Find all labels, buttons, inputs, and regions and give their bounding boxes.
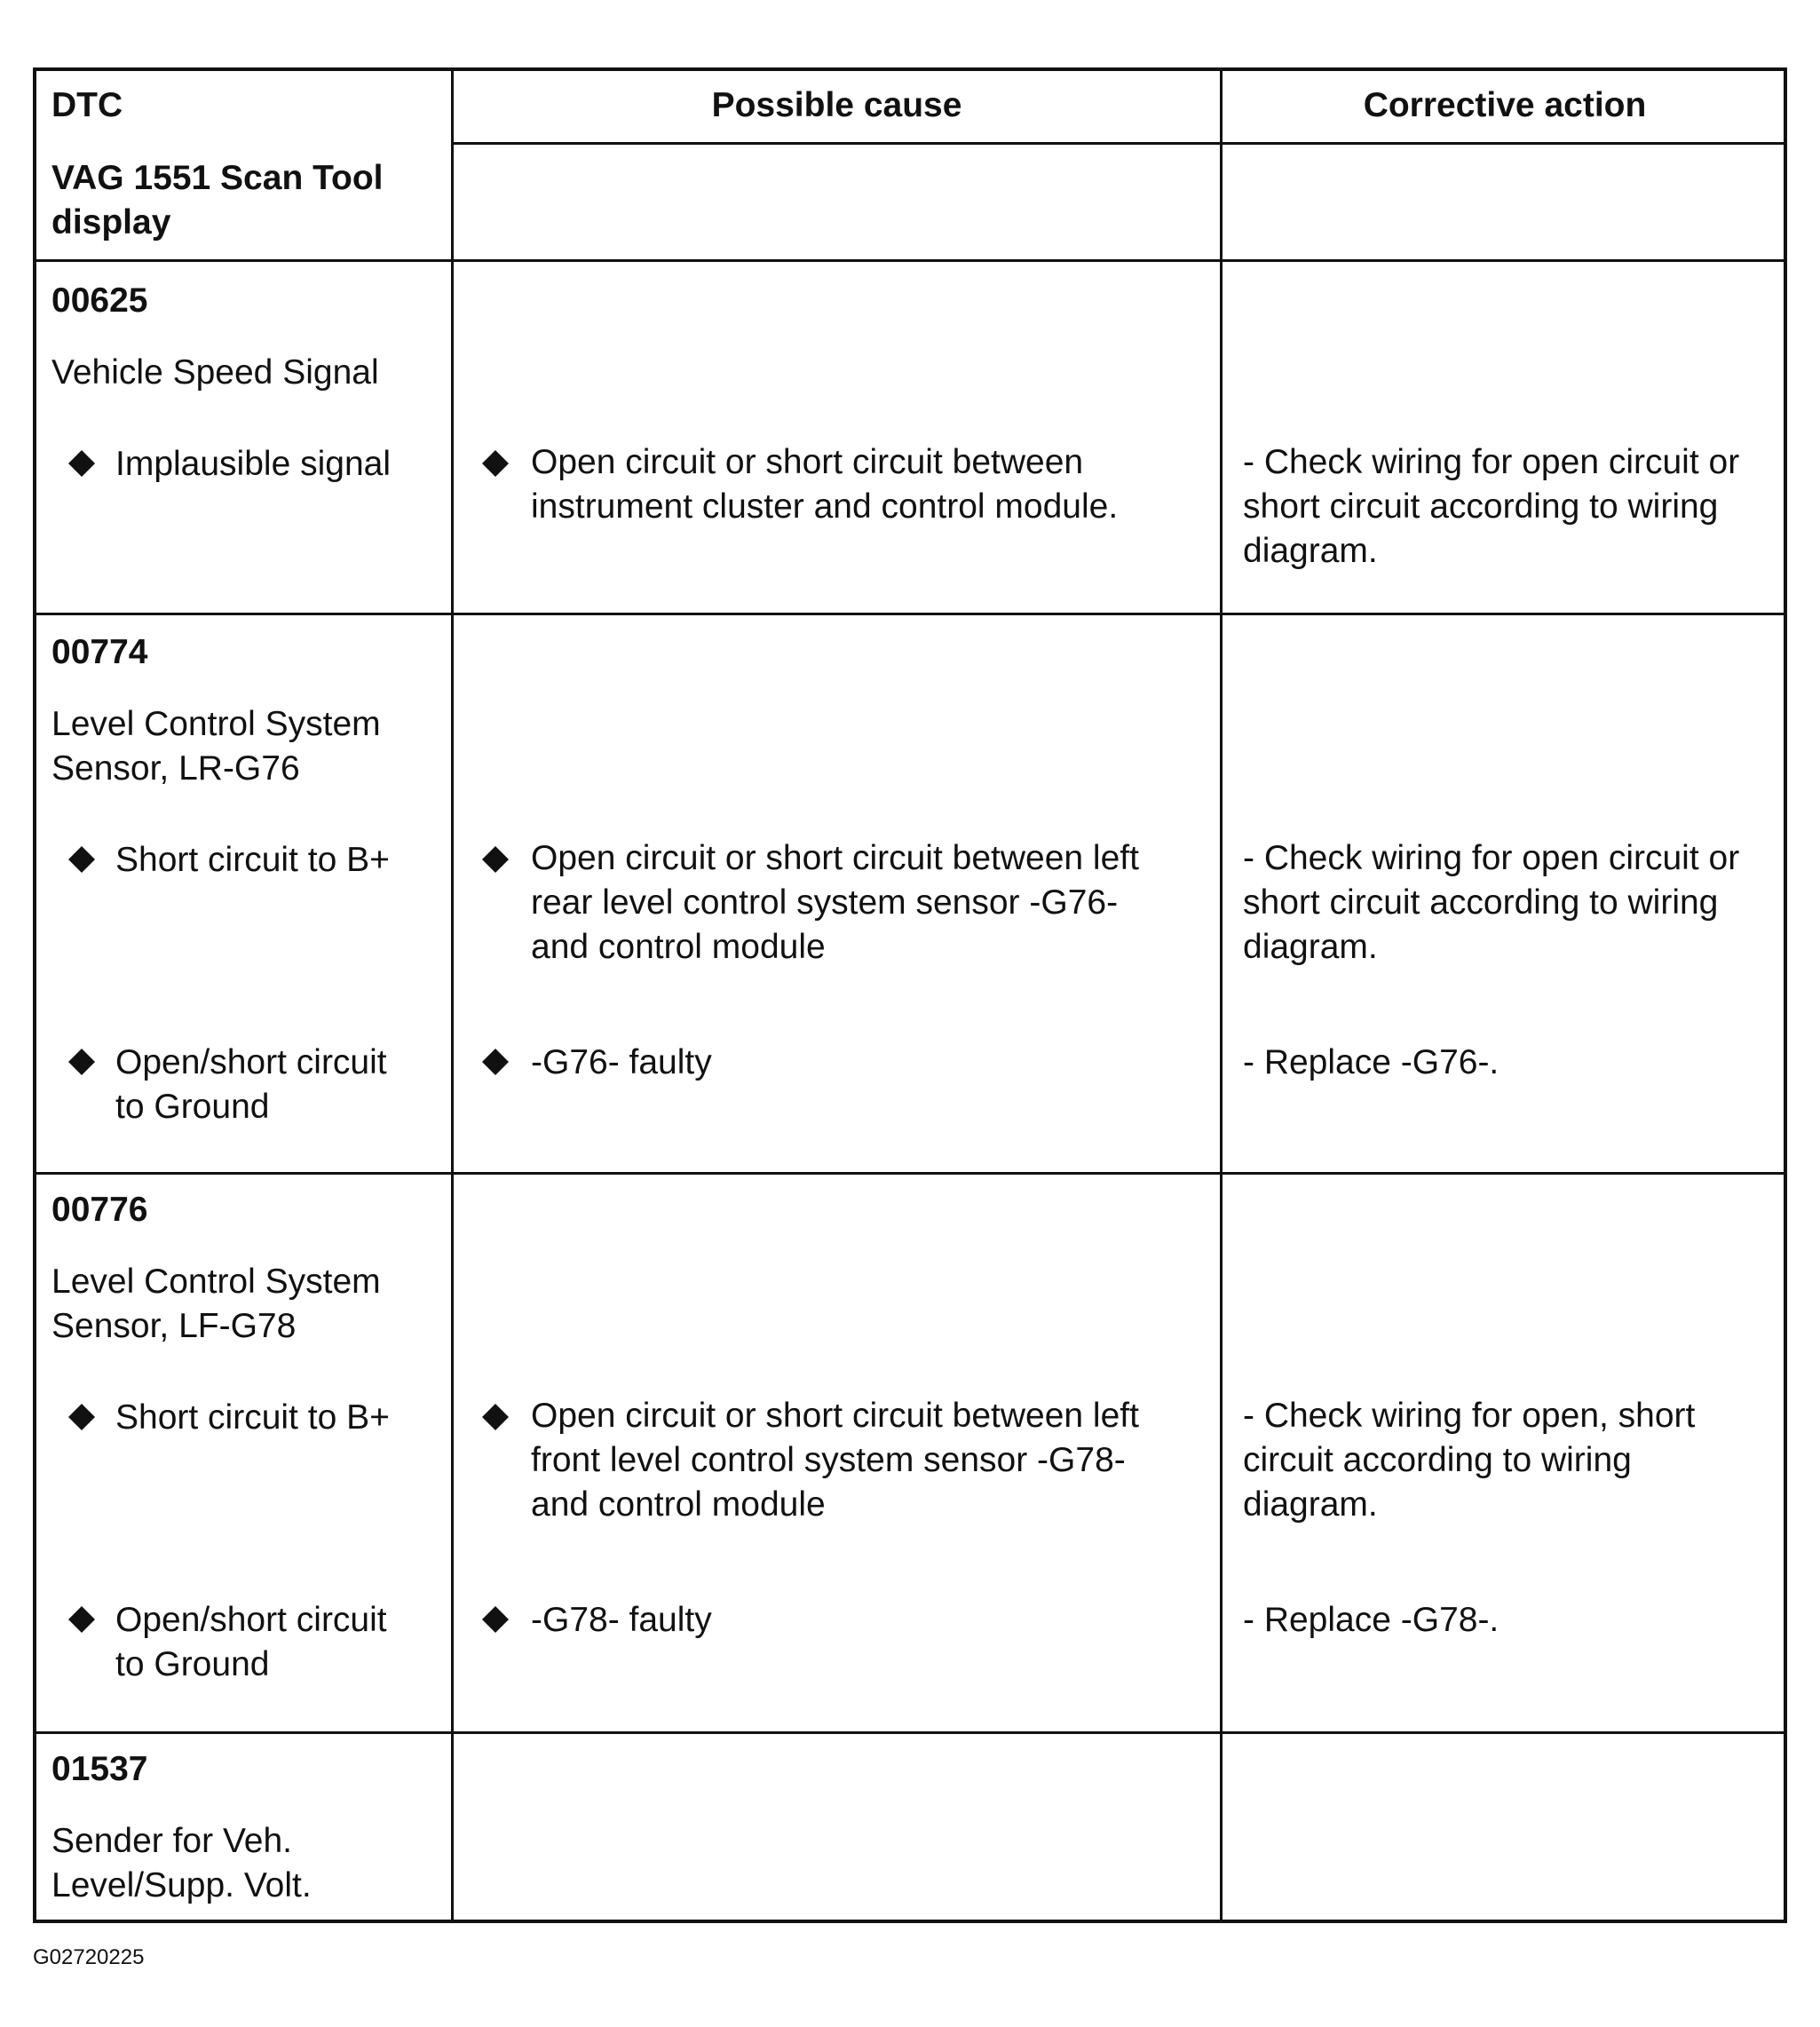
header-possible-cause: Possible cause (711, 86, 962, 124)
corrective-action: - Replace -G76-. (1243, 1043, 1500, 1081)
figure-id: G02720225 (33, 1945, 145, 1969)
diamond-bullet-icon (482, 1049, 509, 1075)
header-divider (451, 142, 1784, 145)
row-divider (36, 259, 1784, 262)
possible-cause: -G76- faulty (531, 1043, 712, 1081)
diamond-bullet-icon (68, 1049, 95, 1075)
dtc-description: Level Control System Sensor, LF-G78 (51, 1263, 381, 1345)
header-scan-tool-display: VAG 1551 Scan Tool display (51, 159, 384, 241)
dtc-code: 00776 (51, 1191, 148, 1229)
dtc-code: 00774 (51, 633, 148, 671)
fault-condition: Short circuit to B+ (115, 1398, 390, 1437)
fault-condition: Short circuit to B+ (115, 841, 390, 879)
corrective-action: - Check wiring for open circuit or short circuit according to wiring diagram. (1243, 443, 1740, 570)
row-divider (36, 1731, 1784, 1734)
possible-cause: Open circuit or short circuit between left rear level control system sensor -G76- and control module (531, 839, 1139, 966)
dtc-description: Vehicle Speed Signal (51, 353, 379, 392)
diamond-bullet-icon (482, 1606, 509, 1633)
header-dtc: DTC (51, 86, 123, 124)
possible-cause: Open circuit or short circuit between instrument cluster and control module. (531, 443, 1119, 526)
diamond-bullet-icon (68, 450, 95, 477)
corrective-action: - Replace -G78-. (1243, 1601, 1500, 1639)
dtc-description: Sender for Veh. Level/Supp. Volt. (51, 1822, 312, 1904)
diamond-bullet-icon (68, 1404, 95, 1430)
dtc-code: 00625 (51, 281, 148, 320)
fault-condition: Implausible signal (115, 445, 392, 483)
corrective-action: - Check wiring for open, short circuit according to wiring diagram. (1243, 1397, 1696, 1524)
row-divider (36, 613, 1784, 615)
possible-cause: Open circuit or short circuit between left front level control system sensor -G78- and control module (531, 1397, 1139, 1524)
corrective-action: - Check wiring for open circuit or short circuit according to wiring diagram. (1243, 839, 1740, 966)
row-divider (36, 1172, 1784, 1175)
fault-condition: Open/short circuit to Ground (115, 1043, 387, 1126)
dtc-description: Level Control System Sensor, LR-G76 (51, 705, 381, 788)
diamond-bullet-icon (68, 1606, 95, 1633)
column-divider (1220, 71, 1223, 1920)
fault-condition: Open/short circuit to Ground (115, 1601, 387, 1683)
diamond-bullet-icon (68, 846, 95, 873)
column-divider (451, 71, 454, 1920)
diamond-bullet-icon (482, 1404, 509, 1430)
diamond-bullet-icon (482, 846, 509, 873)
possible-cause: -G78- faulty (531, 1601, 712, 1639)
dtc-code: 01537 (51, 1750, 148, 1788)
dtc-table (33, 67, 1787, 1923)
diamond-bullet-icon (482, 450, 509, 477)
header-corrective-action: Corrective action (1363, 86, 1647, 124)
